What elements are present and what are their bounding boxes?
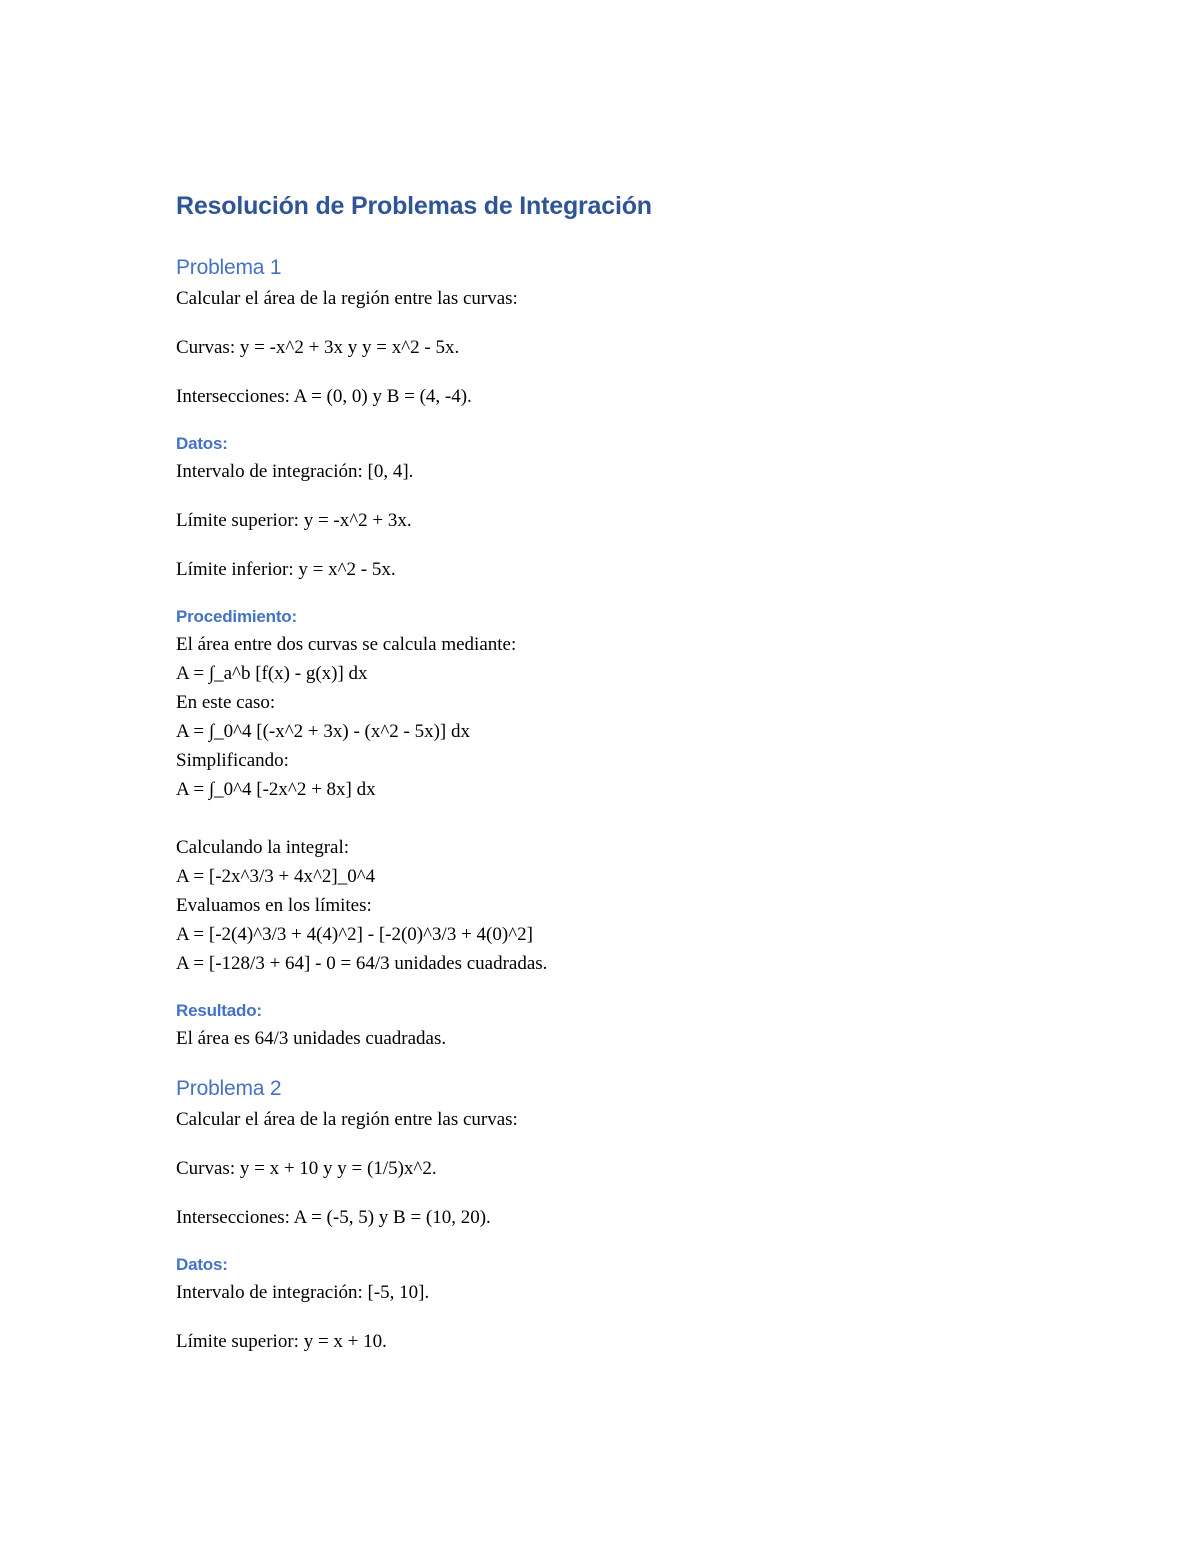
document-title: Resolución de Problemas de Integración <box>176 192 652 220</box>
problem-2-intersections: Intersecciones: A = (-5, 5) y B = (10, 20). <box>176 1207 491 1228</box>
procedure-line: A = ∫_a^b [f(x) - g(x)] dx <box>176 663 368 684</box>
problem-1-intersections: Intersecciones: A = (0, 0) y B = (4, -4). <box>176 386 472 407</box>
problem-2-statement: Calcular el área de la región entre las curvas: <box>176 1109 518 1130</box>
procedure-line: A = ∫_0^4 [-2x^2 + 8x] dx <box>176 779 376 800</box>
document-body <box>176 188 1036 1356</box>
procedure-line: Simplificando: <box>176 750 289 771</box>
procedure-line: A = ∫_0^4 [(-x^2 + 3x) - (x^2 - 5x)] dx <box>176 721 470 742</box>
problem-1-procedure-heading: Procedimiento: <box>176 607 297 626</box>
problem-2-interval: Intervalo de integración: [-5, 10]. <box>176 1282 430 1303</box>
calculation-line: Evaluamos en los límites: <box>176 895 372 916</box>
calculation-line: A = [-2(4)^3/3 + 4(4)^2] - [-2(0)^3/3 + 4(0)^2] <box>176 924 533 945</box>
calculation-line: Calculando la integral: <box>176 837 350 858</box>
problem-1-heading: Problema 1 <box>176 256 282 279</box>
problem-1-result-heading: Resultado: <box>176 1001 262 1020</box>
problem-1-section <box>176 252 1036 1073</box>
procedure-line: En este caso: <box>176 692 276 713</box>
problem-2-section <box>176 1073 1036 1356</box>
problem-1-lower-limit: Límite inferior: y = x^2 - 5x. <box>176 559 396 580</box>
calculation-line: A = [-128/3 + 64] - 0 = 64/3 unidades cuadradas. <box>176 953 548 974</box>
problem-1-result: El área es 64/3 unidades cuadradas. <box>176 1028 447 1049</box>
problem-1-interval: Intervalo de integración: [0, 4]. <box>176 461 414 482</box>
problem-1-curves: Curvas: y = -x^2 + 3x y y = x^2 - 5x. <box>176 337 460 358</box>
problem-2-datos-heading: Datos: <box>176 1255 228 1274</box>
procedure-line: El área entre dos curvas se calcula mediante: <box>176 634 517 655</box>
problem-2-curves: Curvas: y = x + 10 y y = (1/5)x^2. <box>176 1158 437 1179</box>
calculation-line: A = [-2x^3/3 + 4x^2]_0^4 <box>176 866 376 887</box>
problem-2-upper-limit: Límite superior: y = x + 10. <box>176 1331 387 1352</box>
problem-1-datos-heading: Datos: <box>176 434 228 453</box>
problem-2-heading: Problema 2 <box>176 1077 282 1100</box>
problem-1-upper-limit: Límite superior: y = -x^2 + 3x. <box>176 510 412 531</box>
problem-1-statement: Calcular el área de la región entre las curvas: <box>176 288 518 309</box>
